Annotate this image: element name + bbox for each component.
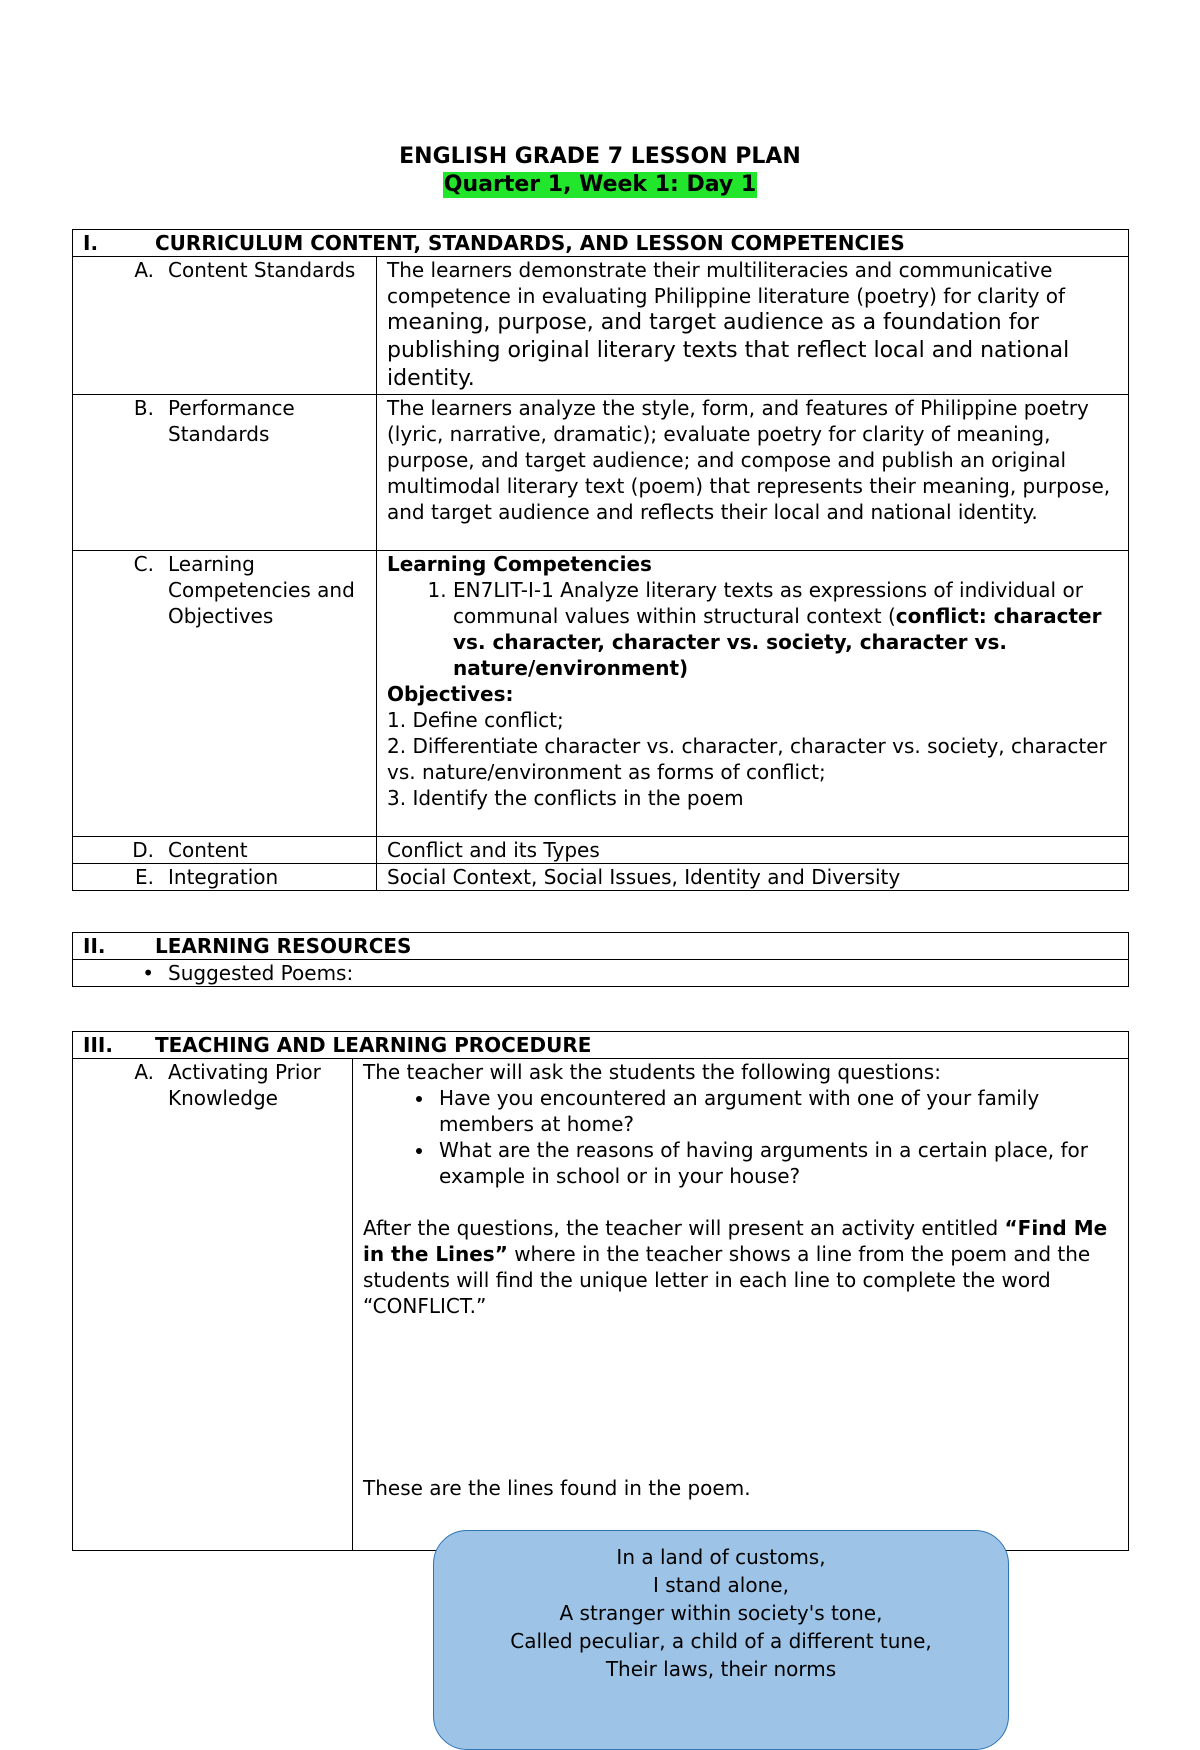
- section-number: I.: [83, 231, 99, 255]
- table-row: [73, 395, 1129, 551]
- section-heading-row: [73, 230, 1129, 257]
- section-heading-row: [73, 1032, 1129, 1059]
- row-label: Activating Prior Knowledge: [168, 1060, 321, 1110]
- competency-emphasis: conflict: character vs. character, character vs. society, character vs. nature/environment): [453, 604, 1102, 680]
- section-number: III.: [83, 1033, 113, 1057]
- learning-resources-table: [72, 932, 1129, 987]
- document-subtitle: Quarter 1, Week 1: Day 1: [443, 172, 757, 197]
- objectives-heading: Objectives:: [387, 682, 514, 706]
- activity-description: [363, 1215, 1118, 1319]
- table-row: [73, 257, 1129, 395]
- section-number: II.: [83, 934, 106, 958]
- row-label: Performance Standards: [168, 396, 295, 446]
- row-label: Learning Competencies and Objectives: [168, 552, 355, 628]
- competency-text: EN7LIT-I-1 Analyze literary texts as expressions of individual or communal values within structural context (: [453, 578, 1083, 628]
- lines-note: These are the lines found in the poem.: [363, 1476, 751, 1500]
- section-title: LEARNING RESOURCES: [155, 934, 412, 958]
- row-label-cell: [73, 1059, 353, 1551]
- row-letter: A.: [134, 258, 154, 282]
- poem-line: In a land of customs,: [616, 1545, 826, 1569]
- row-letter: B.: [133, 396, 154, 420]
- content-cell: Conflict and its Types: [377, 837, 1129, 864]
- row-label-cell: [73, 837, 377, 864]
- table-row: [73, 551, 1129, 837]
- list-item: [453, 577, 1118, 681]
- section-heading: [73, 933, 1129, 960]
- section-heading: [73, 230, 1129, 257]
- resource-cell: [73, 960, 1129, 987]
- row-letter: A.: [134, 1060, 154, 1084]
- content-standards-text: The learners demonstrate their multiliteracies and communicative competence in evaluating Philippine literature (poetry) for clarity of: [387, 258, 1066, 308]
- document-title: ENGLISH GRADE 7 LESSON PLAN: [399, 144, 801, 169]
- questions-list: [363, 1085, 1118, 1189]
- section-heading: [73, 1032, 1129, 1059]
- resource-item: Suggested Poems:: [168, 961, 354, 985]
- competencies-heading: Learning Competencies: [387, 552, 652, 576]
- activity-title: “Find Me in the Lines”: [363, 1216, 1108, 1266]
- competencies-list: [387, 577, 1118, 681]
- table-row: [73, 1059, 1129, 1551]
- list-item: • What are the reasons of having arguments in a certain place, for example in school or in your house?: [435, 1137, 1118, 1189]
- curriculum-table: [72, 229, 1129, 891]
- poem-line: I stand alone,: [653, 1573, 789, 1597]
- objective-item: 1. Define conflict;: [387, 708, 564, 732]
- title-block: [0, 143, 1200, 198]
- poem-line: Their laws, their norms: [605, 1657, 837, 1681]
- table-row: [73, 837, 1129, 864]
- table-row: [73, 960, 1129, 987]
- integration-cell: Social Context, Social Issues, Identity and Diversity: [377, 864, 1129, 891]
- poem-line: A stranger within society's tone,: [559, 1601, 883, 1625]
- objective-item: 3. Identify the conflicts in the poem: [387, 786, 744, 810]
- row-label-cell: [73, 551, 377, 837]
- row-letter: D.: [132, 838, 154, 862]
- row-letter: C.: [133, 552, 154, 576]
- row-letter: E.: [135, 865, 154, 889]
- activity-text: After the questions, the teacher will present an activity entitled: [363, 1216, 1005, 1240]
- performance-standards-cell: The learners analyze the style, form, and features of Philippine poetry (lyric, narrative, dramatic); evaluate poetry for clarity of meaning, purpose, and target audience; and compose and publish an original multimodal literary text (poem) that represents their meaning, purpose, and target audience and reflects their local and national identity.: [377, 395, 1129, 551]
- row-label-cell: [73, 395, 377, 551]
- row-label-cell: [73, 257, 377, 395]
- competencies-cell: [377, 551, 1129, 837]
- list-item: • Have you encountered an argument with one of your family members at home?: [435, 1085, 1118, 1137]
- activity-text: where in the teacher shows a line from the poem and the students will find the unique letter in each line to complete the word “CONFLICT.”: [363, 1242, 1091, 1318]
- procedure-table: [72, 1031, 1129, 1551]
- section-title: CURRICULUM CONTENT, STANDARDS, AND LESSON COMPETENCIES: [155, 231, 905, 255]
- objective-item: 2. Differentiate character vs. character, character vs. society, character vs. nature/environment as forms of conflict;: [387, 734, 1107, 784]
- table-row: [73, 864, 1129, 891]
- section-heading-row: [73, 933, 1129, 960]
- section-title: TEACHING AND LEARNING PROCEDURE: [155, 1033, 592, 1057]
- intro-text: The teacher will ask the students the following questions:: [363, 1060, 941, 1084]
- row-label: Integration: [168, 865, 279, 889]
- content-standards-cell: [377, 257, 1129, 395]
- row-label-cell: [73, 864, 377, 891]
- content-standards-emphasis: meaning, purpose, and target audience as a foundation for publishing original literary texts that reflect local and national identity.: [387, 310, 1070, 391]
- row-label: Content Standards: [168, 258, 356, 282]
- poem-box: [433, 1530, 1009, 1750]
- activating-knowledge-cell: [353, 1059, 1129, 1551]
- row-label: Content: [168, 838, 248, 862]
- bullet: •: [142, 961, 154, 985]
- poem-line: Called peculiar, a child of a different tune,: [510, 1629, 932, 1653]
